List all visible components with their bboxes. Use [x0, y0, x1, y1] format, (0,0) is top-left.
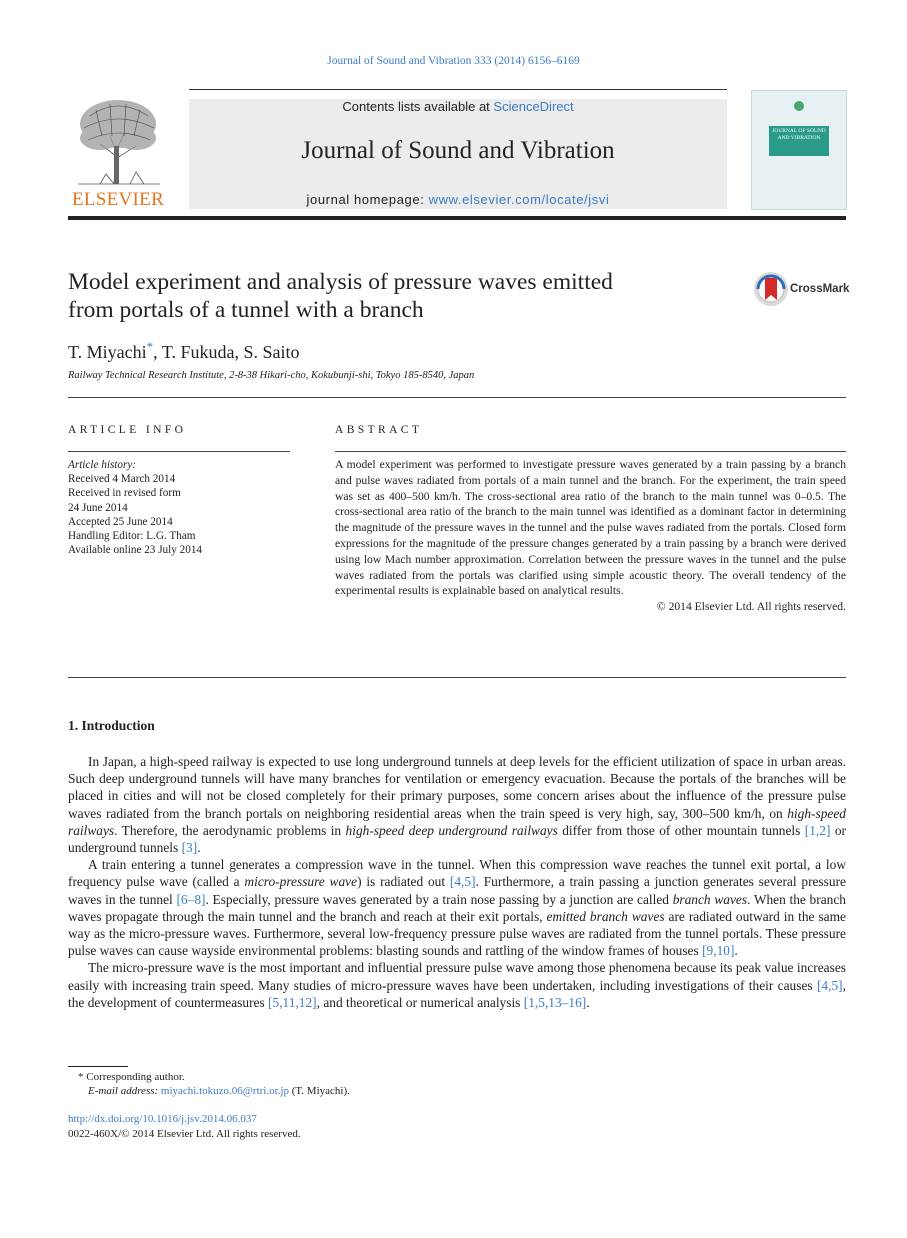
journal-title[interactable]: Journal of Sound and Vibration — [301, 137, 615, 164]
article-title-line2: from portals of a tunnel with a branch — [68, 297, 424, 323]
homepage-link[interactable]: www.elsevier.com/locate/jsvi — [428, 192, 610, 207]
text-run: differ from those of other mountain tunnels — [557, 822, 805, 838]
title-rule — [68, 397, 846, 398]
citation-link[interactable]: [9,10] — [702, 943, 735, 959]
paragraph — [68, 959, 846, 1011]
citation-link[interactable]: [1,2] — [804, 822, 831, 838]
citation-link[interactable]: [4,5] — [449, 874, 476, 890]
text-run: or underground tunnels — [68, 822, 846, 856]
text-run: . — [586, 994, 590, 1010]
crossmark-badge[interactable] — [752, 270, 850, 310]
abstract-copyright: © 2014 Elsevier Ltd. All rights reserved. — [656, 600, 846, 614]
text-run: . — [197, 840, 201, 856]
abstract-body — [335, 457, 846, 615]
homepage-line — [189, 192, 727, 207]
cover-emblem-icon — [792, 99, 806, 113]
article-info-heading: ARTICLE INFO — [68, 424, 187, 436]
other-authors[interactable]: , T. Fukuda, S. Saito — [153, 342, 300, 362]
author-name[interactable]: T. Miyachi — [68, 342, 147, 362]
text-run: . Therefore, the aerodynamic problems in — [114, 822, 346, 838]
text-run: A train entering a tunnel generates a compression wave in the tunnel. When this compression wave reaches the tunnel exit portal, a low frequency pulse wave (called a — [68, 857, 846, 890]
citation-link[interactable]: [4,5] — [816, 977, 843, 993]
contents-prefix: Contents lists available at — [342, 99, 490, 114]
abstract-end-rule — [68, 677, 846, 678]
doi-link[interactable]: http://dx.doi.org/10.1016/j.jsv.2014.06.037 — [68, 1113, 257, 1125]
text-run: , and theoretical or numerical analysis — [316, 994, 524, 1010]
header-bottom-rule — [68, 216, 846, 220]
doi-block — [68, 1112, 301, 1141]
corresponding-mark[interactable]: * — [146, 339, 154, 354]
email-label: E-mail address: — [88, 1085, 159, 1097]
elsevier-logo[interactable] — [68, 96, 168, 208]
homepage-prefix: journal homepage: — [306, 192, 425, 207]
elsevier-tree-icon — [70, 96, 166, 186]
text-run: The micro-pressure wave is the most important and influential pressure pulse wave among those phenomena because its peak value increases easily with increasing train speed. Many studies of micro-pressure waves have been undertaken, including investigations of their causes — [68, 960, 846, 993]
text-run: . When the branch waves propagate through the main tunnel and the branch and reach at their exit portals, — [68, 891, 846, 924]
text-run: , the development of countermeasures — [68, 977, 846, 1010]
footnote-rule — [68, 1066, 128, 1067]
text-run: In Japan, a high-speed railway is expected to use long underground tunnels at deep levels for the efficient utilization of space in urban areas. Such deep underground tunnels will have many branches for ventilation or emergency evacuation. Because the portals of the branches will be placed in cities and will not be closed completely for their primary purposes, some concern arises about the influence of the pressure pulse waves radiated from the branch portals on neighboring residential areas when the train speed is very high, say, 300–500 km/h, on — [68, 754, 846, 821]
citation-link[interactable]: [5,11,12] — [268, 994, 317, 1010]
emphasis: high-speed deep underground railways — [345, 822, 558, 838]
journal-citation[interactable]: Journal of Sound and Vibration 333 (2014) 6156–6169 — [327, 55, 580, 67]
section-heading-introduction: 1. Introduction — [68, 718, 155, 733]
abstract-text: A model experiment was performed to investigate pressure waves generated by a train passing by a branch and pulse waves radiated from portals of a main tunnel and the branch. For the experiment, the train speed was set as 400–500 km/h. The cross-sectional area ratio of the branch to the main tunnel was 0–0.5. The cross-sectional area ratio of the branch to the main tunnel was identified as a dominant factor in determining the magnitude of the pressure waves in the tunnel and the pulse waves radiated from the portals. Closed form expressions for the magnitude of the pressure changes generated by a train passing by a branch were derived using low Mach number approximation. Correlation between the pressure waves in the tunnel and the pulse waves radiated from the portals was clarified using simple acoustic theory. The overall tendency of the experimental results is explainable based on analytical results. — [335, 458, 846, 598]
article-title-line1: Model experiment and analysis of pressure waves emitted — [68, 269, 613, 295]
email-note — [68, 1084, 668, 1098]
email-link[interactable]: miyachi.tokuzo.06@rtri.or.jp — [160, 1085, 289, 1097]
history-item: Handling Editor: L.G. Tham — [68, 530, 196, 543]
paragraph — [68, 856, 846, 959]
history-item: 24 June 2014 — [68, 501, 128, 514]
abstract-heading: ABSTRACT — [335, 424, 423, 436]
article-title — [68, 268, 718, 324]
text-run: . Furthermore, a train passing a junction generates several pressure waves in the tunnel — [68, 874, 846, 907]
emphasis: branch waves — [672, 891, 748, 907]
emphasis: high-speed railways — [68, 805, 846, 838]
contents-line — [189, 99, 727, 114]
email-owner: (T. Miyachi). — [291, 1085, 350, 1097]
citation-link[interactable]: [6–8] — [176, 891, 206, 907]
citation-link[interactable]: [3] — [181, 840, 198, 856]
emphasis: micro-pressure wave — [244, 874, 358, 890]
cover-title: JOURNAL OF SOUND AND VIBRATION — [769, 126, 829, 156]
history-item: Received 4 March 2014 — [68, 473, 176, 486]
publisher-name: ELSEVIER — [71, 189, 165, 210]
text-run: ) is radiated out — [357, 874, 450, 890]
history-item: Received in revised form — [68, 487, 181, 500]
text-run: are radiated outward in the same way as the micro-pressure waves. Furthermore, several low-frequency pressure pulse waves are radiated from the tunnel portals. These pressure pulse waves can cause wayside environmental problems: blasting sounds and rattling of the window frames of houses — [68, 908, 846, 959]
history-label: Article history: — [68, 459, 137, 471]
history-item: Available online 23 July 2014 — [68, 544, 203, 557]
history-item: Accepted 25 June 2014 — [68, 515, 173, 528]
header-top-rule — [189, 89, 727, 90]
corresponding-author-note: * Corresponding author. — [78, 1071, 185, 1083]
journal-header — [189, 99, 727, 209]
sciencedirect-link[interactable]: ScienceDirect — [493, 99, 574, 114]
issn-line: 0022-460X/© 2014 Elsevier Ltd. All rights reserved. — [68, 1127, 301, 1140]
article-history — [68, 458, 298, 557]
journal-cover-thumbnail[interactable] — [751, 90, 847, 210]
footnotes — [68, 1070, 668, 1098]
paragraph — [68, 753, 846, 856]
author-list — [68, 339, 300, 363]
affiliation: Railway Technical Research Institute, 2-8-38 Hikari-cho, Kokubunji-shi, Tokyo 185-8540, Japan — [68, 370, 475, 381]
abstract-rule — [335, 451, 846, 452]
article-info-rule — [68, 451, 290, 452]
crossmark-icon — [752, 270, 790, 308]
introduction-body — [68, 753, 846, 1011]
text-run: . — [734, 943, 738, 959]
crossmark-label: CrossMark — [790, 283, 850, 295]
citation-link[interactable]: [1,5,13–16] — [523, 994, 587, 1010]
emphasis: emitted branch waves — [546, 908, 665, 924]
text-run: . Especially, pressure waves generated by a train nose passing by a junction are called — [205, 891, 673, 907]
